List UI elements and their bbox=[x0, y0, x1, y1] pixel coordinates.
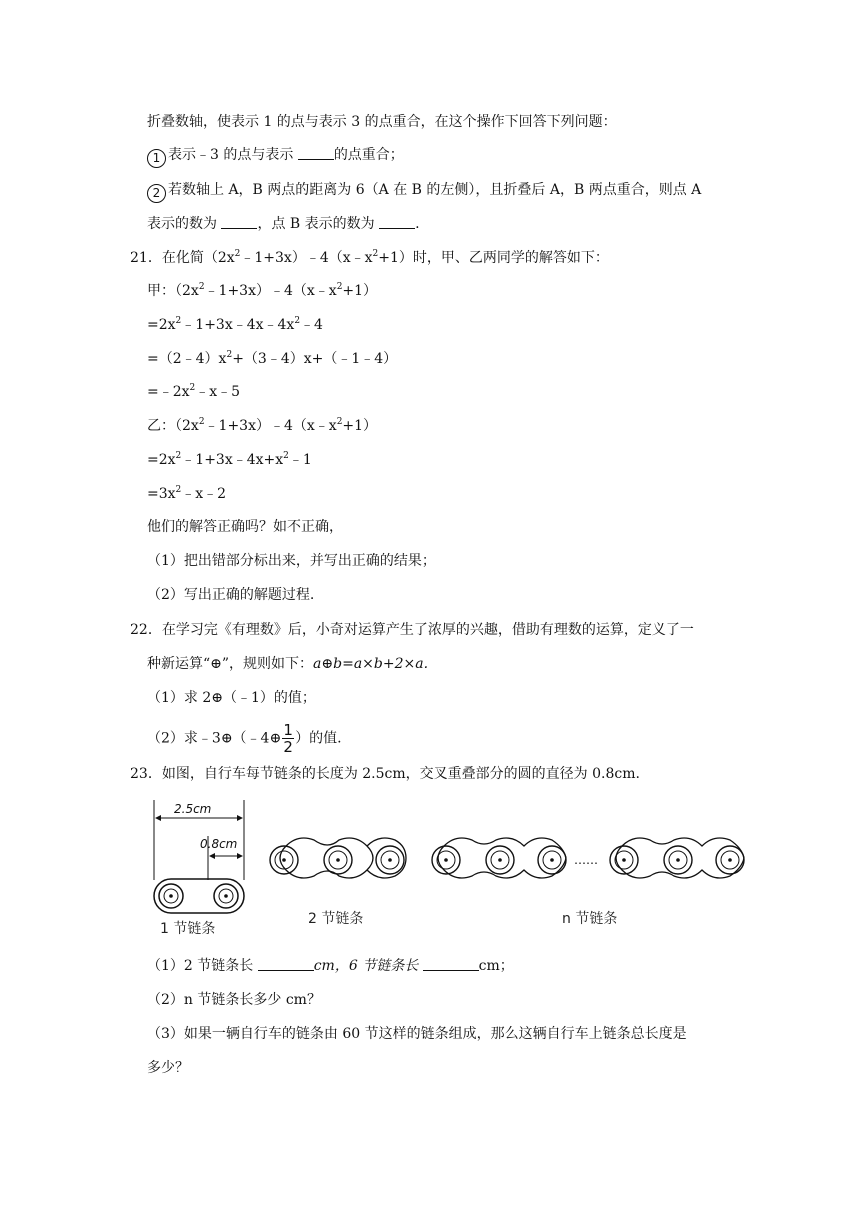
bike-chain-figure bbox=[146, 798, 746, 938]
dim-inner-label: 0.8cm bbox=[200, 837, 238, 851]
q21-ask: 他们的解答正确吗？如不正确， bbox=[147, 519, 343, 535]
circled-number-2: 2 bbox=[147, 184, 166, 203]
one-link-diagram bbox=[154, 800, 244, 913]
q21-yi-line1: 乙：$(2x^2﹣1+3x)﹣4(x﹣x^2+1)$ bbox=[147, 417, 378, 434]
q21-stem: 21．在化简$(2x^2﹣1+3x)﹣4(x﹣x^2+1)$时，甲、乙两同学的解答如下： bbox=[130, 249, 609, 266]
q21-yi-line3: $=3x^2﹣x﹣2$ bbox=[147, 485, 227, 502]
label-two-links: 2 节链条 bbox=[308, 911, 364, 927]
two-link-diagram bbox=[270, 838, 406, 878]
n-link-diagram bbox=[432, 838, 744, 878]
q20-part2: 2 若数轴上 A，B 两点的距离为 6（A 在 B 的左侧），且折叠后 A，B 两点重合，则点 A bbox=[147, 180, 701, 203]
q21-yi-line2: $=2x^2﹣1+3x﹣4x+x^2﹣1$ bbox=[147, 451, 312, 468]
label-one-link: 1 节链条 bbox=[160, 921, 216, 937]
dim-outer-label: 2.5cm bbox=[174, 802, 212, 816]
answer-blank[interactable] bbox=[258, 958, 314, 971]
q22-part2: （2）求﹣3⊕（﹣4⊕ $\frac{1}{2}$ ）的值. bbox=[147, 721, 342, 756]
q20-part1: 1 表示﹣3 的点与表示 的点重合； bbox=[147, 145, 404, 168]
q20-intro: 折叠数轴，使表示 1 的点与表示 3 的点重合，在这个操作下回答下列问题： bbox=[147, 114, 617, 130]
q21-jia-line3: $=(2﹣4)x^2+(3﹣4)x+(﹣1﹣4)$ bbox=[147, 350, 398, 367]
answer-blank[interactable] bbox=[221, 216, 257, 229]
q21-part2: （2）写出正确的解题过程. bbox=[147, 587, 315, 603]
q21-jia-line2: $=2x^2﹣1+3x﹣4x﹣4x^2﹣4$ bbox=[147, 316, 323, 333]
ellipsis-dots: …… bbox=[574, 853, 598, 867]
q23-stem: 23．如图，自行车每节链条的长度为 2.5cm，交叉重叠部分的圆的直径为 0.8cm. bbox=[130, 766, 640, 782]
q23-part1: （1）2 节链条长 cm，6 节链条长 cm； bbox=[147, 958, 514, 974]
q23-part3: （3）如果一辆自行车的链条由 60 节这样的链条组成，那么这辆自行车上链条总长度是 bbox=[147, 1026, 687, 1042]
label-n-links: n 节链条 bbox=[562, 911, 618, 927]
circled-number-1: 1 bbox=[147, 149, 166, 168]
fraction-one-half: $\frac{1}{2}$ bbox=[283, 721, 293, 756]
q20-part2-cont: 表示的数为 ，点 B 表示的数为 . bbox=[147, 216, 420, 232]
q21-part1: （1）把出错部分标出来，并写出正确的结果； bbox=[147, 553, 436, 569]
q21-jia-line4: $=﹣2x^2﹣x﹣5$ bbox=[147, 383, 241, 400]
q22-stem: 22．在学习完《有理数》后，小奇对运算产生了浓厚的兴趣，借助有理数的运算，定义了一 bbox=[130, 622, 694, 638]
q22-rule: 种新运算“⊕”，规则如下：a⊕b=a×b+2×a. bbox=[147, 656, 429, 672]
answer-blank[interactable] bbox=[423, 958, 479, 971]
answer-blank[interactable] bbox=[379, 216, 415, 229]
q21-jia-line1: 甲：$(2x^2﹣1+3x)﹣4(x﹣x^2+1)$ bbox=[147, 282, 378, 299]
q22-part1: （1）求 2⊕（﹣1）的值； bbox=[147, 690, 316, 706]
q23-part3-cont: 多少？ bbox=[147, 1060, 189, 1076]
answer-blank[interactable] bbox=[298, 147, 334, 160]
q23-part2: （2）n 节链条长多少 cm？ bbox=[147, 992, 321, 1008]
